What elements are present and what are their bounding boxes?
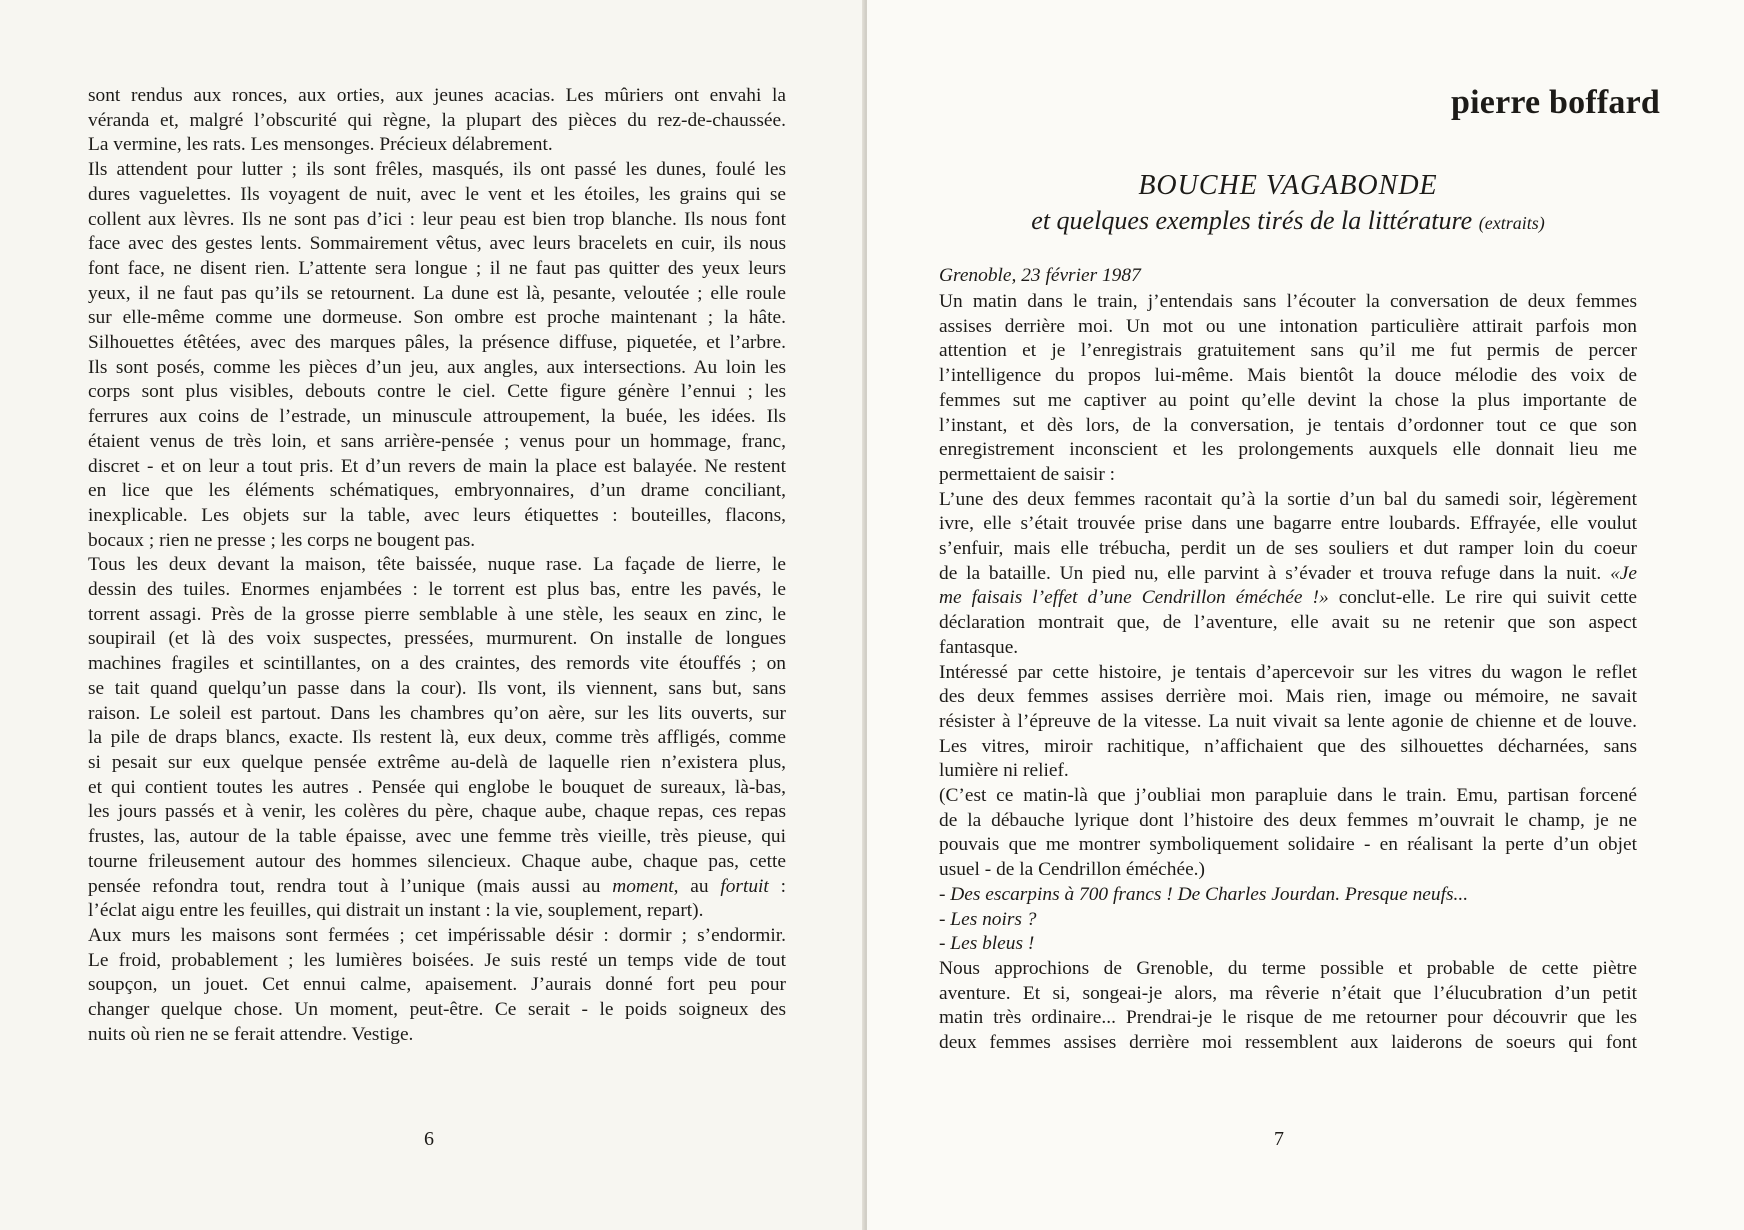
- text-line-with-italics: [88, 875, 786, 900]
- text-line: enregistrement inconscient et les prolongements auxquels elle donnait lieu me: [939, 439, 1637, 461]
- text-line: inexplicable. Les objets sur la table, avec leurs étiquettes : bouteilles, flacons,: [88, 504, 786, 526]
- author-name: pierre boffard: [1451, 84, 1660, 121]
- text-line: Les vitres, miroir rachitique, n’affichaient que des silhouettes décharnées, sans: [939, 735, 1637, 757]
- text-line: ivre, elle s’était trouvée prise dans une bagarre entre loubards. Effrayée, elle voulut: [939, 513, 1637, 535]
- subtitle-note: (extraits): [1478, 213, 1545, 233]
- text-line: l’instant, et dès lors, de la conversation, je tentais d’ordonner tout ce que son: [939, 414, 1637, 436]
- text-line: véranda et, malgré l’obscurité qui règne, la plupart des pièces du rez-de-chaussée.: [88, 109, 786, 131]
- dialogue-line: [939, 908, 1637, 933]
- article-title: BOUCHE VAGABONDE: [1138, 170, 1438, 201]
- text-line: l’intelligence du propos lui-même. Mais bientôt la douce mélodie des voix de: [939, 365, 1637, 387]
- text-fragment: conclut-elle. Le rire qui suivit cette: [1328, 587, 1637, 609]
- left-page: [0, 0, 865, 1230]
- text-line: (C’est ce matin-là que j’oubliai mon parapluie dans le train. Emu, partisan forcené: [939, 785, 1637, 807]
- dialogue-text: - Des escarpins à 700 francs ! De Charles Jourdan. Presque neufs...: [939, 883, 1469, 905]
- text-line: dures vaguelettes. Ils voyagent de nuit, avec le vent et les étoiles, les grains qui se: [88, 183, 786, 205]
- text-line: se tait quand quelqu’un passe dans la cour). Ils vont, ils viennent, sans but, sans: [88, 677, 786, 699]
- text-line: fantasque.: [939, 636, 1019, 658]
- text-line: soupçon, un jouet. Cet ennui calme, apaisement. J’aurais donné fort peu pour: [88, 974, 786, 996]
- text-line: soupirail (et là des voix suspectes, pressées, murmurent. On installe de longues: [88, 628, 786, 650]
- text-line: de la débauche lyrique dont l’histoire des deux femmes m’ouvrait le champ, je ne: [939, 809, 1637, 831]
- text-line: Ils sont posés, comme les pièces d’un jeu, aux angles, aux intersections. Au loin les: [88, 356, 786, 378]
- text-fragment: :: [768, 875, 786, 897]
- left-page-text: [88, 84, 786, 1047]
- text-line: aventure. Et si, songeai-je alors, ma rêverie n’était que l’élucubration d’un petit: [939, 982, 1637, 1004]
- right-page-text: [939, 290, 1637, 1056]
- text-line: attention et je l’enregistrais gratuitement sans qu’il me fut permis de percer: [939, 340, 1637, 362]
- dialogue-text: - Les noirs ?: [939, 908, 1037, 930]
- text-line: assises derrière moi. Un mot ou une intonation particulière attirait parfois mon: [939, 315, 1637, 337]
- text-line: nuits où rien ne se ferait attendre. Vestige.: [88, 1023, 414, 1045]
- text-line: Intéressé par cette histoire, je tentais d’apercevoir sur les vitres du wagon le reflet: [939, 661, 1637, 683]
- text-line: sur elle-même comme une dormeuse. Son ombre est proche maintenant ; la hâte.: [88, 307, 786, 329]
- text-line: discret - et on leur a tout pris. Et d’un revers de main la place est balayée. Ne restent: [88, 455, 786, 477]
- text-fragment: de la bataille. Un pied nu, elle parvint à s’évader et trouva refuge dans la nuit.: [939, 562, 1611, 584]
- text-line: des deux femmes assises derrière moi. Mais rien, image ou mémoire, ne savait: [939, 686, 1637, 708]
- text-line: sont rendus aux ronces, aux orties, aux jeunes acacias. Les mûriers ont envahi la: [88, 85, 786, 106]
- text-line: Un matin dans le train, j’entendais sans l’écouter la conversation de deux femmes: [939, 291, 1637, 312]
- text-line: Nous approchions de Grenoble, du terme possible et probable de cette piètre: [939, 957, 1637, 979]
- page-number-right: 7: [1274, 1128, 1284, 1150]
- text-line: font face, ne disent rien. L’attente sera longue ; il ne faut pas quitter des yeux leurs: [88, 257, 786, 279]
- dialogue-text: - Les bleus !: [939, 933, 1035, 955]
- text-line: s’enfuir, mais elle trébucha, perdit un de ses souliers et dut ramper loin du coeur: [939, 538, 1637, 560]
- text-line: ferrures aux coins de l’estrade, un minuscule attroupement, la buée, les idées. Ils: [88, 406, 786, 428]
- text-line: les jours passés et à venir, les colères du père, chaque aube, chaque repas, ces repas: [88, 801, 786, 823]
- italic-word: moment: [612, 875, 674, 897]
- text-line: raison. Le soleil est partout. Dans les chambres qu’on aère, sur les lits ouverts, sur: [88, 702, 786, 724]
- text-line: L’une des deux femmes racontait qu’à la sortie d’un bal du samedi soir, légèrement: [939, 488, 1637, 510]
- text-line: en lice que les éléments schématiques, embryonnaires, d’un drame conciliant,: [88, 480, 786, 502]
- dateline: Grenoble, 23 février 1987: [939, 265, 1141, 286]
- text-line: et qui contient toutes les autres . Pensée qui englobe le bouquet de sureaux, là-bas,: [88, 776, 786, 798]
- text-line: Silhouettes étêtées, avec des marques pâles, la présence diffuse, piquetée, et l’arbre.: [88, 332, 786, 354]
- article-subtitle: [939, 206, 1637, 236]
- page-number-left: 6: [424, 1128, 434, 1150]
- dialogue-line: [939, 883, 1637, 908]
- text-line: femmes sut me captiver au point qu’elle devint la chose la plus importante de: [939, 389, 1637, 411]
- text-line: déclaration montrait que, de l’aventure, elle avait su ne retenir que son aspect: [939, 612, 1637, 634]
- text-line: face avec des gestes lents. Sommairement vêtus, avec leurs bracelets en cuir, ils nous: [88, 233, 786, 255]
- text-line-with-quote: [939, 586, 1637, 611]
- text-line: pouvais que me montrer symboliquement solidaire - en réalisant la perte d’un objet: [939, 834, 1637, 856]
- text-line: si pesait sur eux quelque pensée extrême au-delà de laquelle rien n’existera plus,: [88, 751, 786, 773]
- text-line: la pile de draps blancs, exacte. Ils restent là, eux deux, comme très affligés, comme: [88, 727, 786, 749]
- text-line: frustes, las, autour de la table épaisse, avec une femme très vieille, très pieuse, qui: [88, 826, 786, 848]
- text-line: machines fragiles et scintillantes, on a des craintes, des remords vite étouffés ; on: [88, 653, 786, 675]
- text-line: yeux, il ne faut pas qu’ils se retournent. La dune est là, pesante, veloutée ; elle roule: [88, 282, 786, 304]
- text-line: bocaux ; rien ne presse ; les corps ne bougent pas.: [88, 529, 476, 551]
- text-line: dessin des tuiles. Enormes enjambées : le torrent est plus bas, entre les pavés, le: [88, 579, 786, 601]
- text-line: résister à l’épreuve de la vitesse. La nuit vivait sa lente agonie de chienne et de louve.: [939, 710, 1637, 732]
- text-line: matin très ordinaire... Prendrai-je le risque de me retourner pour découvrir que les: [939, 1007, 1637, 1029]
- text-line: collent aux lèvres. Ils ne sont pas d’ici : leur peau est bien trop blanche. Ils nous font: [88, 208, 786, 230]
- text-line: lumière ni relief.: [939, 760, 1069, 782]
- text-line: Le froid, probablement ; les lumières boisées. Je suis resté un temps vide de tout: [88, 949, 786, 971]
- text-line-with-quote: [939, 562, 1637, 587]
- text-line: Tous les deux devant la maison, tête baissée, nuque rase. La façade de lierre, le: [88, 554, 786, 576]
- text-line: l’éclat aigu entre les feuilles, qui distrait un instant : la vie, souplement, repart).: [88, 900, 704, 922]
- dialogue-line: [939, 932, 1637, 957]
- quote-start: «Je: [1610, 562, 1637, 584]
- text-fragment: pensée refondra tout, rendra tout à l’unique (mais aussi au: [88, 875, 613, 897]
- right-page: [867, 0, 1744, 1230]
- text-line: usuel - de la Cendrillon éméchée.): [939, 859, 1205, 881]
- italic-word: fortuit: [720, 875, 769, 897]
- text-fragment: , au: [673, 875, 721, 897]
- text-line: tourne frileusement autour des hommes silencieux. Chaque aube, chaque pas, cette: [88, 850, 786, 872]
- text-line: changer quelque chose. Un moment, peut-être. Ce serait - le poids soigneux des: [88, 999, 786, 1021]
- text-line: permettaient de saisir :: [939, 463, 1116, 485]
- text-line: corps sont plus visibles, debouts contre le ciel. Cette figure génère l’ennui ; les: [88, 381, 786, 403]
- text-line: La vermine, les rats. Les mensonges. Précieux délabrement.: [88, 134, 553, 156]
- text-line: torrent assagi. Près de la grosse pierre semblable à une stèle, les seaux en zinc, le: [88, 603, 786, 625]
- text-line: étaient venus de très loin, et sans arrière-pensée ; venus pour un hommage, franc,: [88, 430, 786, 452]
- text-line: Ils attendent pour lutter ; ils sont frêles, masqués, ils ont passé les dunes, foulé les: [88, 159, 786, 181]
- text-line: Aux murs les maisons sont fermées ; cet impérissable désir : dormir ; s’endormir.: [88, 924, 786, 946]
- subtitle-text: et quelques exemples tirés de la littérature: [1031, 206, 1473, 235]
- quote-text: me faisais l’effet d’une Cendrillon éméchée !»: [939, 587, 1329, 609]
- text-line: deux femmes assises derrière moi ressemblent aux laiderons de soeurs qui font: [939, 1032, 1637, 1054]
